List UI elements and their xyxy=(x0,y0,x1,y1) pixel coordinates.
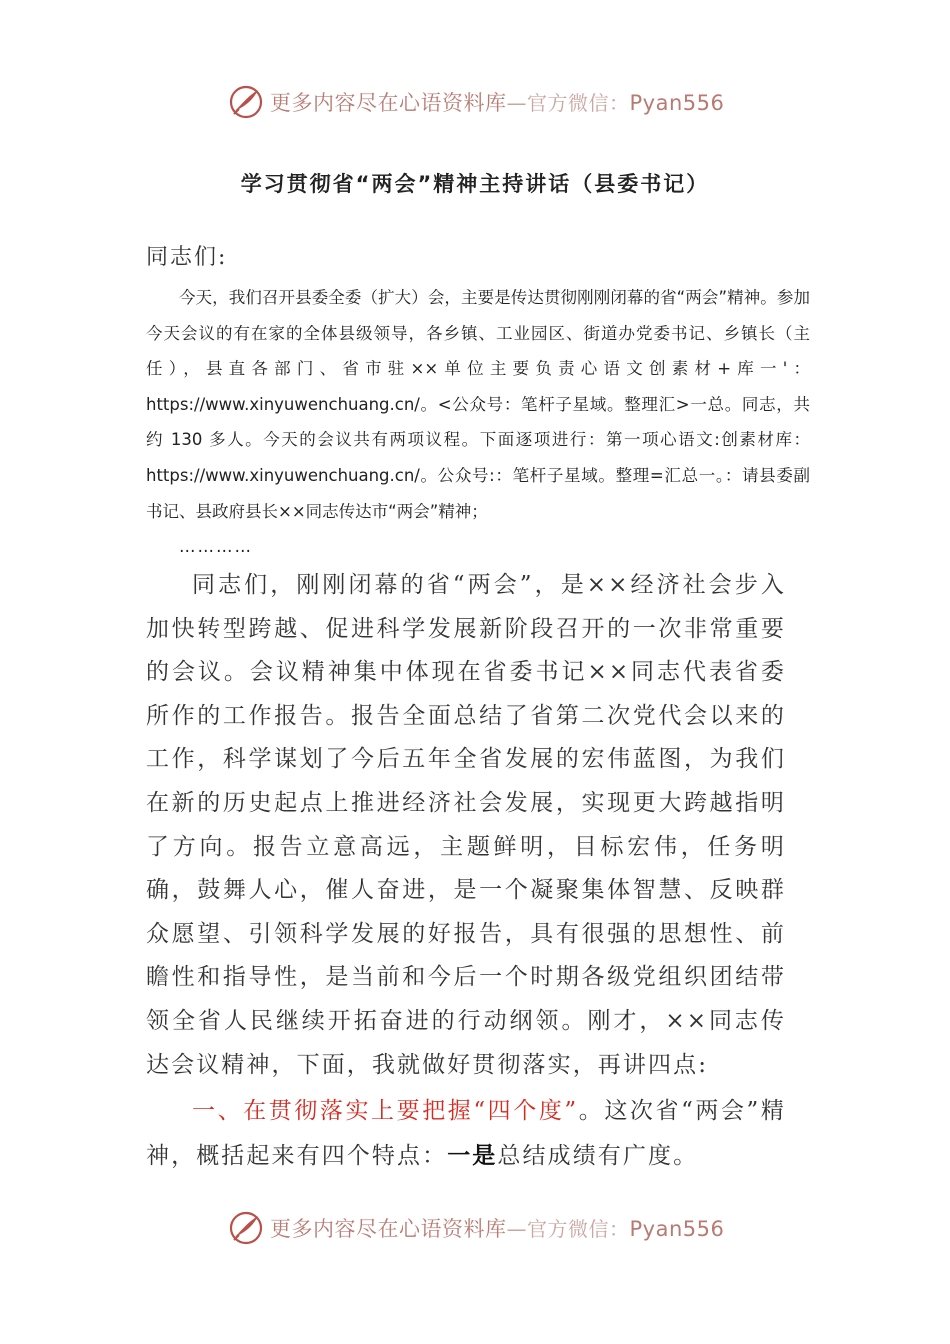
watermark-text: 更多内容尽在心语资料库—官方微信：Pyan556 xyxy=(270,1217,725,1241)
ellipsis-line: ………… xyxy=(179,537,253,556)
section-bold-marker: 一是 xyxy=(447,1141,498,1169)
watermark-banner-bottom xyxy=(228,1208,728,1248)
watermark-text: 更多内容尽在心语资料库—官方微信：Pyan556 xyxy=(270,91,725,115)
intro-paragraph: 今天，我们召开县委全委（扩大）会，主要是传达贯彻刚刚闭幕的省“两会”精神。参加今天会议的有在家的全体县级领导，各乡镇、工业园区、街道办党委书记、乡镇长（主任），县直各部门、省市驻××单位主要负责心语文创素材+库一'：https://www.xinyuwenchuang.cn/。<公众号：笔杆子星域。整理汇>一总。同志，共约 130 多人。今天的会议共有两项议程。下面逐项进行：第一项心语文:创素材库：https://www.xinyuwenchuang.cn/。公众号:：笔杆子星域。整理=汇总一。：请县委副书记、县政府县长××同志传达市“两会”精神； xyxy=(146,288,810,521)
quill-pen-logo-icon xyxy=(228,84,264,120)
section-text: 。这次省“两会”精神，概括起来有四个特点： xyxy=(146,1098,786,1169)
section-one-paragraph xyxy=(146,1090,786,1178)
document-title: 学习贯彻省“两会”精神主持讲话（县委书记） xyxy=(240,172,710,196)
section-text-continued: 总结成绩有广度。 xyxy=(497,1142,699,1169)
salutation: 同志们: xyxy=(146,245,228,270)
watermark-banner-top xyxy=(228,82,728,122)
body-paragraph: 同志们，刚刚闭幕的省“两会”，是××经济社会步入加快转型跨越、促进科学发展新阶段召开的一次非常重要的会议。会议精神集中体现在省委书记××同志代表省委所作的工作报告。报告全面总结了省第二次党代会以来的工作，科学谋划了今后五年全省发展的宏伟蓝图，为我们在新的历史起点上推进经济社会发展，实现更大跨越指明了方向。报告立意高远，主题鲜明，目标宏伟，任务明确，鼓舞人心，催人奋进，是一个凝聚集体智慧、反映群众愿望、引领科学发展的好报告，具有很强的思想性、前瞻性和指导性，是当前和今后一个时期各级党组织团结带领全省人民继续开拓奋进的行动纲领。刚才，××同志传达会议精神，下面，我就做好贯彻落实，再讲四点: xyxy=(146,572,786,1078)
quill-pen-logo-icon xyxy=(228,1210,264,1246)
section-heading: 一、在贯彻落实上要把握“四个度” xyxy=(192,1098,579,1124)
